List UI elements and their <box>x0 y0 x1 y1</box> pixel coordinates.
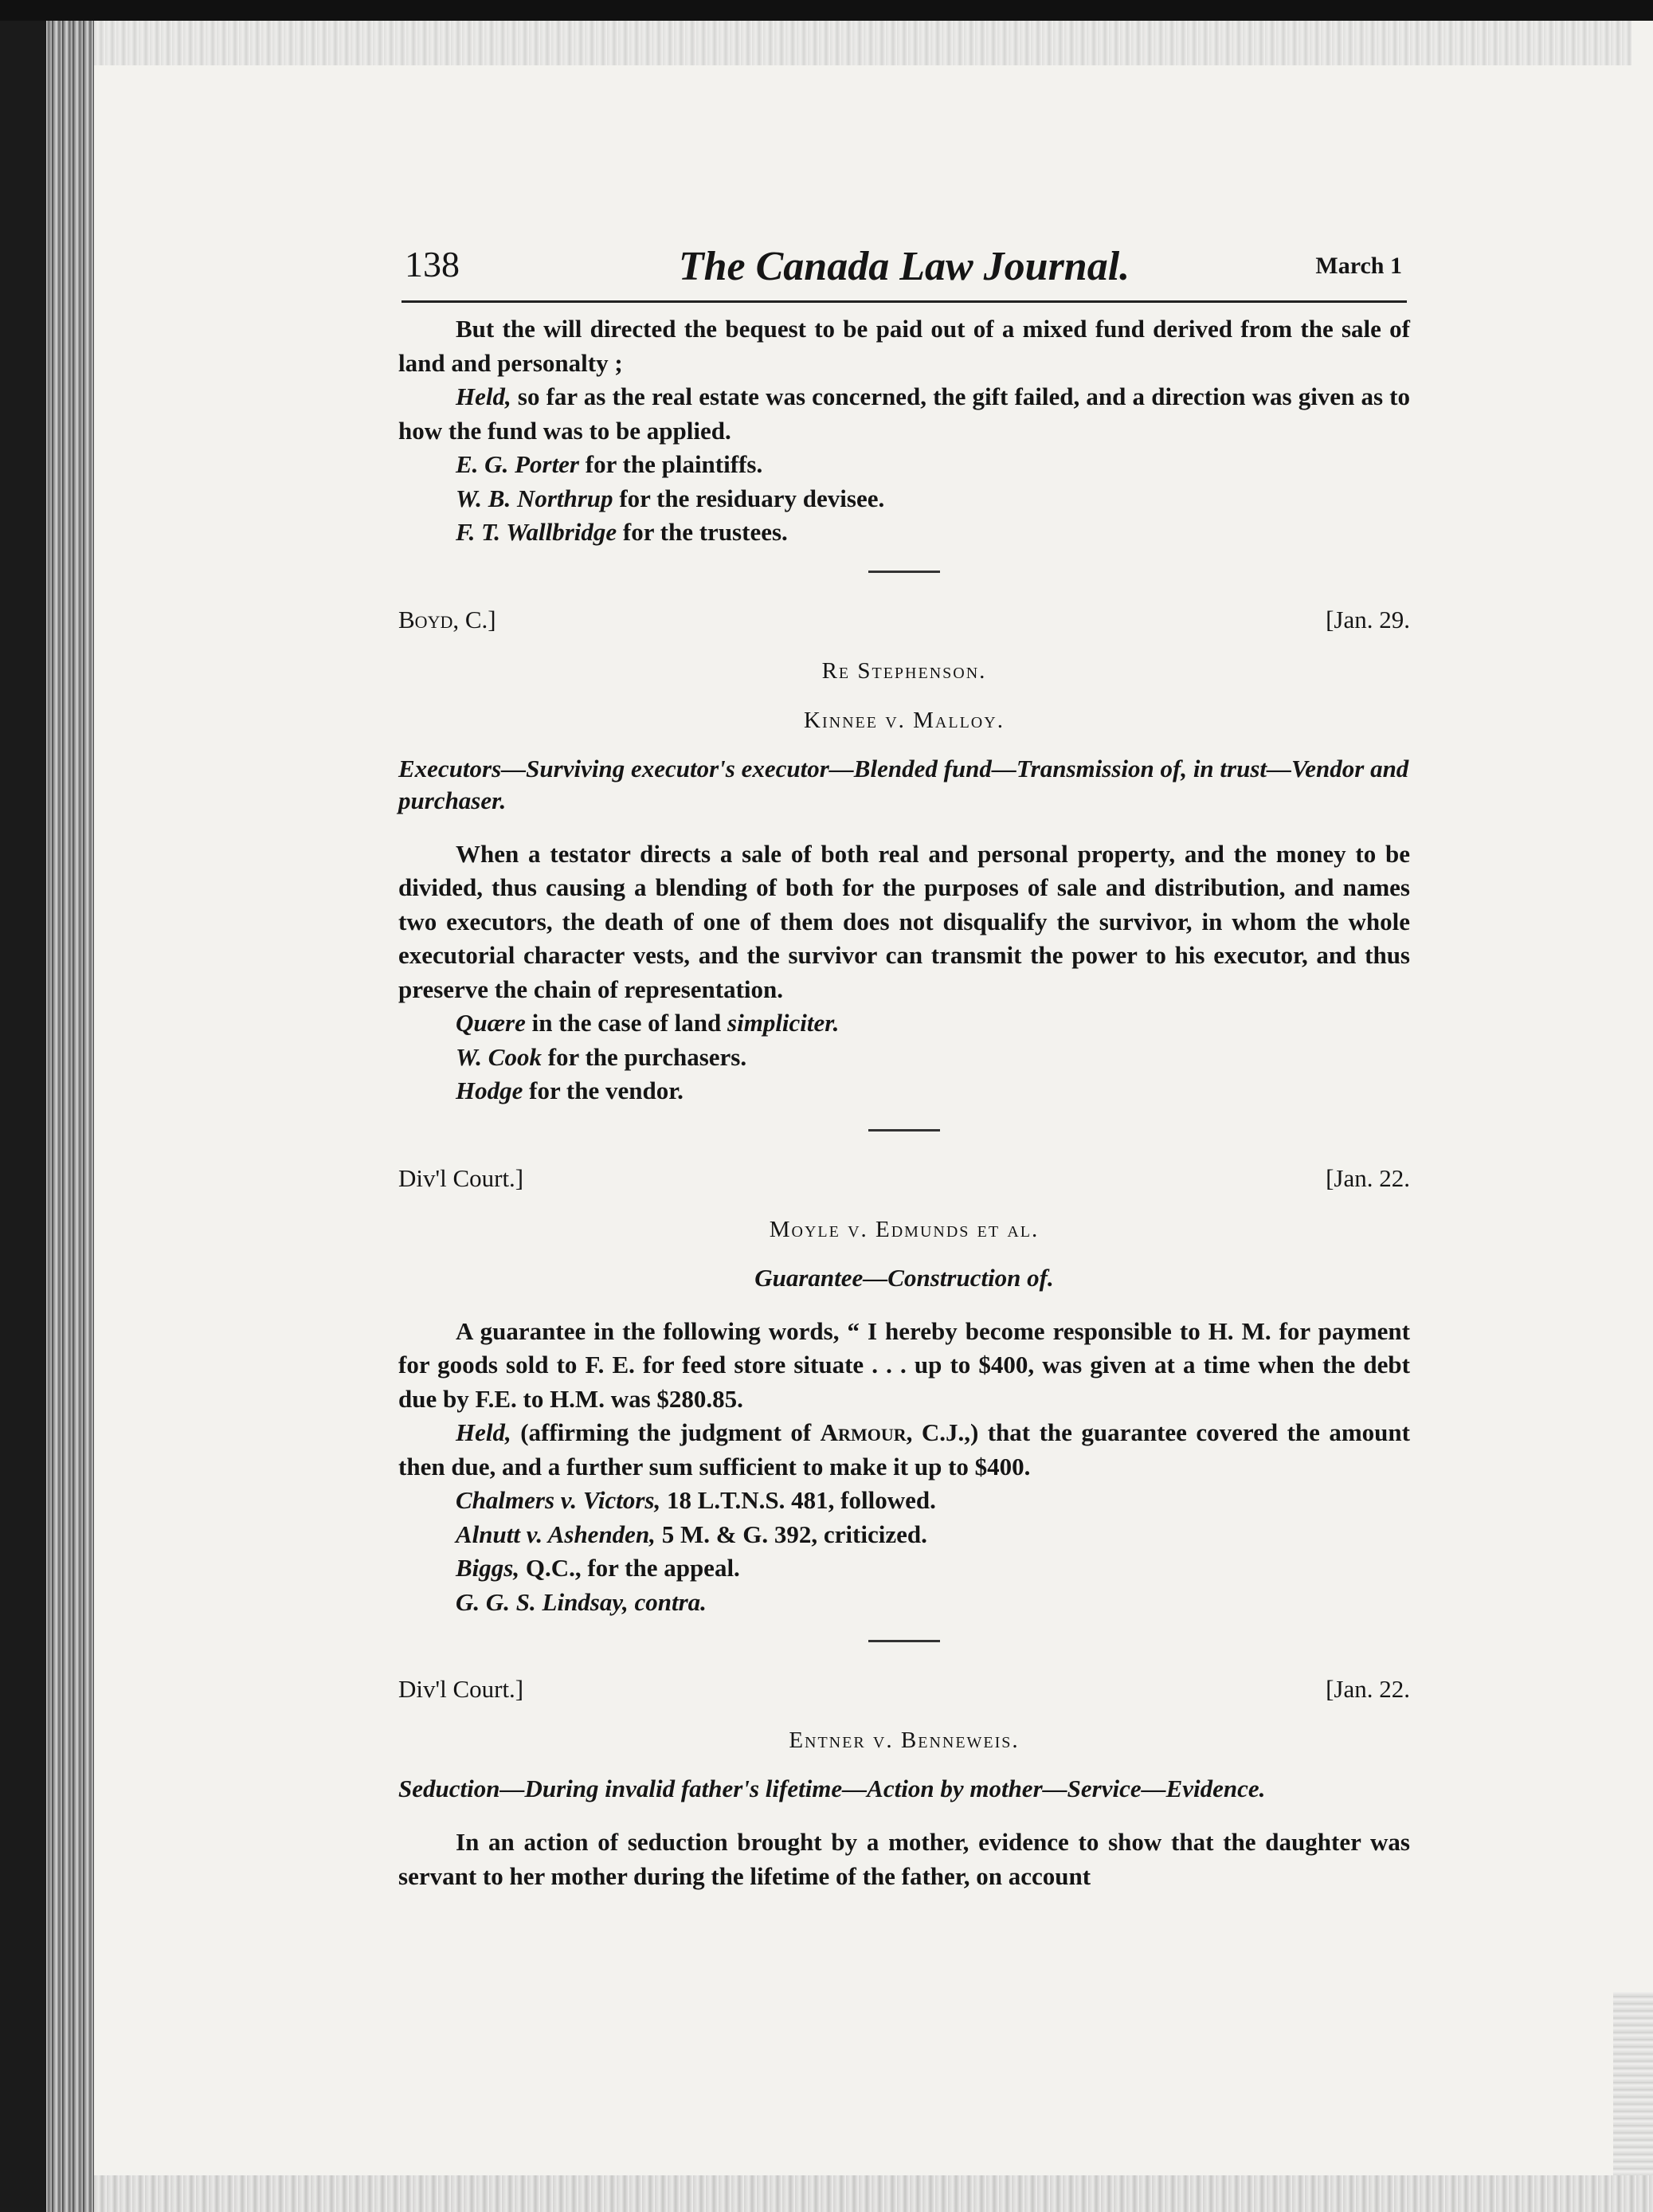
held-word: Held, <box>456 382 511 410</box>
page-number: 138 <box>405 244 460 284</box>
counsel-role: Q.C., for the appeal. <box>519 1554 740 1582</box>
case-body: In an action of seduction brought by a mother, evidence to show that the daughter was servant to her mother during the lifetime of the father, on account <box>398 1828 1410 1890</box>
case-title: Entner v. Benneweis. <box>789 1728 1020 1753</box>
held-paragraph <box>398 380 1410 448</box>
scan-right-noise <box>1613 1992 1653 2175</box>
header-rule <box>401 300 1407 303</box>
judge-name: Armour <box>820 1418 907 1446</box>
scan-top-edge <box>0 0 1653 21</box>
court-line <box>398 1162 1410 1195</box>
case-date: [Jan. 22. <box>1326 1163 1410 1192</box>
quaere-term: simpliciter. <box>727 1009 840 1037</box>
header-date: March 1 <box>1315 253 1402 279</box>
scan-top-noise <box>94 21 1631 65</box>
held-text: so far as the real estate was concerned, the gift failed, and a direction was given as to how the fund was to be applied. <box>398 382 1410 445</box>
case-separator <box>868 1129 940 1131</box>
citation-text: 5 M. & G. 392, criticized. <box>655 1520 927 1548</box>
counsel-role: for the purchasers. <box>541 1042 747 1071</box>
counsel-line <box>398 448 1410 482</box>
cited-case: Chalmers v. Victors, <box>456 1486 661 1514</box>
continuation-section <box>398 312 1410 550</box>
counsel-role: for the residuary devisee. <box>613 484 885 512</box>
case-separator <box>868 1640 940 1642</box>
court-line <box>398 1673 1410 1706</box>
counsel-line: G. G. S. Lindsay, contra. <box>456 1587 707 1616</box>
running-header <box>398 243 1410 292</box>
counsel-role: for the vendor. <box>523 1077 684 1104</box>
counsel-line <box>398 1041 1410 1075</box>
quaere-line <box>398 1006 1410 1041</box>
court-name: Boyd, C.] <box>398 605 496 633</box>
citation-line <box>398 1518 1410 1552</box>
counsel-name: W. B. Northrup <box>456 484 613 512</box>
counsel-line <box>398 1074 1410 1108</box>
cited-case: Alnutt v. Ashenden, <box>456 1520 656 1548</box>
court-name: Div'l Court.] <box>398 1675 524 1703</box>
case-entner-v-benneweis <box>398 1673 1410 1893</box>
page-content <box>398 243 1410 1893</box>
scan-bottom-noise <box>94 2175 1653 2212</box>
case-re-stephenson <box>398 603 1410 1108</box>
quaere-text: in the case of land <box>525 1009 728 1037</box>
held-text: , C.J.,) that the guarantee covered the amount then due, and a further sum sufficient to make it up to $400. <box>398 1418 1410 1481</box>
case-date: [Jan. 22. <box>1326 1675 1410 1703</box>
citation-line <box>398 1484 1410 1518</box>
journal-title: The Canada Law Journal. <box>678 244 1130 289</box>
counsel-line <box>398 516 1410 550</box>
case-separator <box>868 571 940 573</box>
counsel-name: E. G. Porter <box>456 450 579 478</box>
held-paragraph <box>398 1416 1410 1484</box>
case-moyle-v-edmunds <box>398 1162 1410 1620</box>
case-subject: Executors—Surviving executor's executor—Blended fund—Transmission of, in trust—Vendor and purchaser. <box>398 754 1409 814</box>
court-line <box>398 603 1410 637</box>
case-subject: Guarantee—Construction of. <box>754 1263 1054 1292</box>
court-name: Div'l Court.] <box>398 1163 524 1192</box>
quaere-word: Quære <box>456 1009 526 1037</box>
counsel-name: Hodge <box>456 1077 523 1104</box>
held-word: Held, <box>456 1418 511 1446</box>
case-body: A guarantee in the following words, “ I hereby become responsible to H. M. for payment for goods sold to F. E. for feed store situate . . . up to $400, was given at a time when the debt due by F.E. to H.M. was $280.85. <box>398 1316 1410 1413</box>
case-date: [Jan. 29. <box>1326 605 1410 633</box>
held-text: (affirming the judgment of <box>511 1418 821 1446</box>
counsel-role: for the trustees. <box>617 518 788 546</box>
citation-text: 18 L.T.N.S. 481, followed. <box>660 1486 936 1514</box>
counsel-name: Biggs, <box>456 1554 520 1582</box>
case-subject: Seduction—During invalid father's lifetime—Action by mother—Service—Evidence. <box>398 1775 1266 1802</box>
scan-left-edge <box>0 0 46 2212</box>
case-parties: Kinnee v. Malloy. <box>804 707 1005 733</box>
counsel-line <box>398 1551 1410 1586</box>
case-title: Re Stephenson. <box>821 657 987 684</box>
counsel-role: for the plaintiffs. <box>579 450 763 478</box>
counsel-line <box>398 482 1410 516</box>
counsel-name: W. Cook <box>456 1042 542 1071</box>
case-body: When a testator directs a sale of both real and personal property, and the money to be divided, thus causing a blending of both for the purposes of sale and distribution, and names two executors, the death of one of them does not disqualify the survivor, in whom the whole executorial character vests, and the survivor can transmit the power to his executor, and thus preserve the chain of representation. <box>398 839 1410 1003</box>
counsel-name: F. T. Wallbridge <box>456 518 617 546</box>
case-title: Moyle v. Edmunds et al. <box>769 1216 1040 1242</box>
continuation-paragraph: But the will directed the bequest to be paid out of a mixed fund derived from the sale of land and personalty ; <box>398 315 1410 377</box>
